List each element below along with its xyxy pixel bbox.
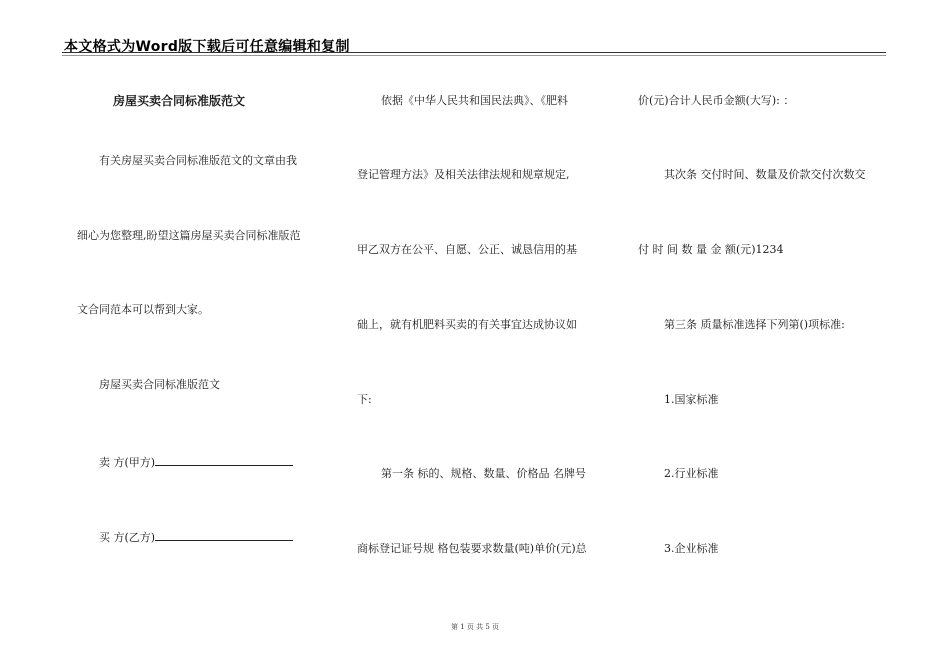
- intro-line-3: 文合同范本可以帮到大家。: [77, 303, 209, 316]
- body-line-5: 下:: [357, 393, 372, 406]
- intro-line-1: 有关房屋买卖合同标准版范文的文章由我: [99, 154, 297, 167]
- body-line-3: 甲乙双方在公平、自愿、公正、诚恳信用的基: [357, 243, 577, 256]
- column-left: [77, 0, 327, 672]
- buyer-blank-line: [155, 529, 293, 541]
- body-line-2: 登记管理方法》及相关法律法规和规章规定,: [357, 168, 570, 181]
- header-title: 本文格式为Word版下载后可任意编辑和复制: [64, 39, 350, 55]
- standard-option-1: 1.国家标准: [664, 393, 719, 406]
- column-middle: [357, 0, 607, 672]
- standard-option-2: 2.行业标准: [664, 467, 719, 480]
- column-right: [638, 0, 888, 672]
- buyer-field: [99, 529, 293, 545]
- seller-blank-line: [155, 454, 293, 466]
- body-line-1: 依据《中华人民共和国民法典》、《肥料: [381, 94, 568, 107]
- body-line-4: 础上，就有机肥料买卖的有关事宜达成协议如: [357, 318, 577, 331]
- article-2-heading: 其次条 交付时间、数量及价款交付次数交: [664, 168, 866, 181]
- total-amount-line: 价(元)合计人民币金额(大写): ：: [638, 94, 795, 107]
- article-1-columns: 商标登记证号规 格包装要求数量(吨)单价(元)总: [357, 542, 587, 555]
- contract-subtitle: 房屋买卖合同标准版范文: [99, 378, 220, 391]
- article-3-heading: 第三条 质量标准选择下列第()项标准:: [664, 318, 845, 331]
- standard-option-3: 3.企业标准: [664, 542, 719, 555]
- article-2-columns: 付 时 间 数 量 金 额(元)1234: [638, 243, 784, 256]
- page-number: 第 1 页 共 5 页: [450, 623, 500, 631]
- document-title: 房屋买卖合同标准版范文: [113, 94, 246, 108]
- seller-field: [99, 454, 293, 470]
- buyer-label: 买 方(乙方): [99, 531, 156, 544]
- seller-label: 卖 方(甲方): [99, 456, 156, 469]
- intro-line-2: 细心为您整理,盼望这篇房屋买卖合同标准版范: [77, 229, 301, 242]
- article-1-heading: 第一条 标的、规格、数量、价格品 名牌号: [381, 467, 586, 480]
